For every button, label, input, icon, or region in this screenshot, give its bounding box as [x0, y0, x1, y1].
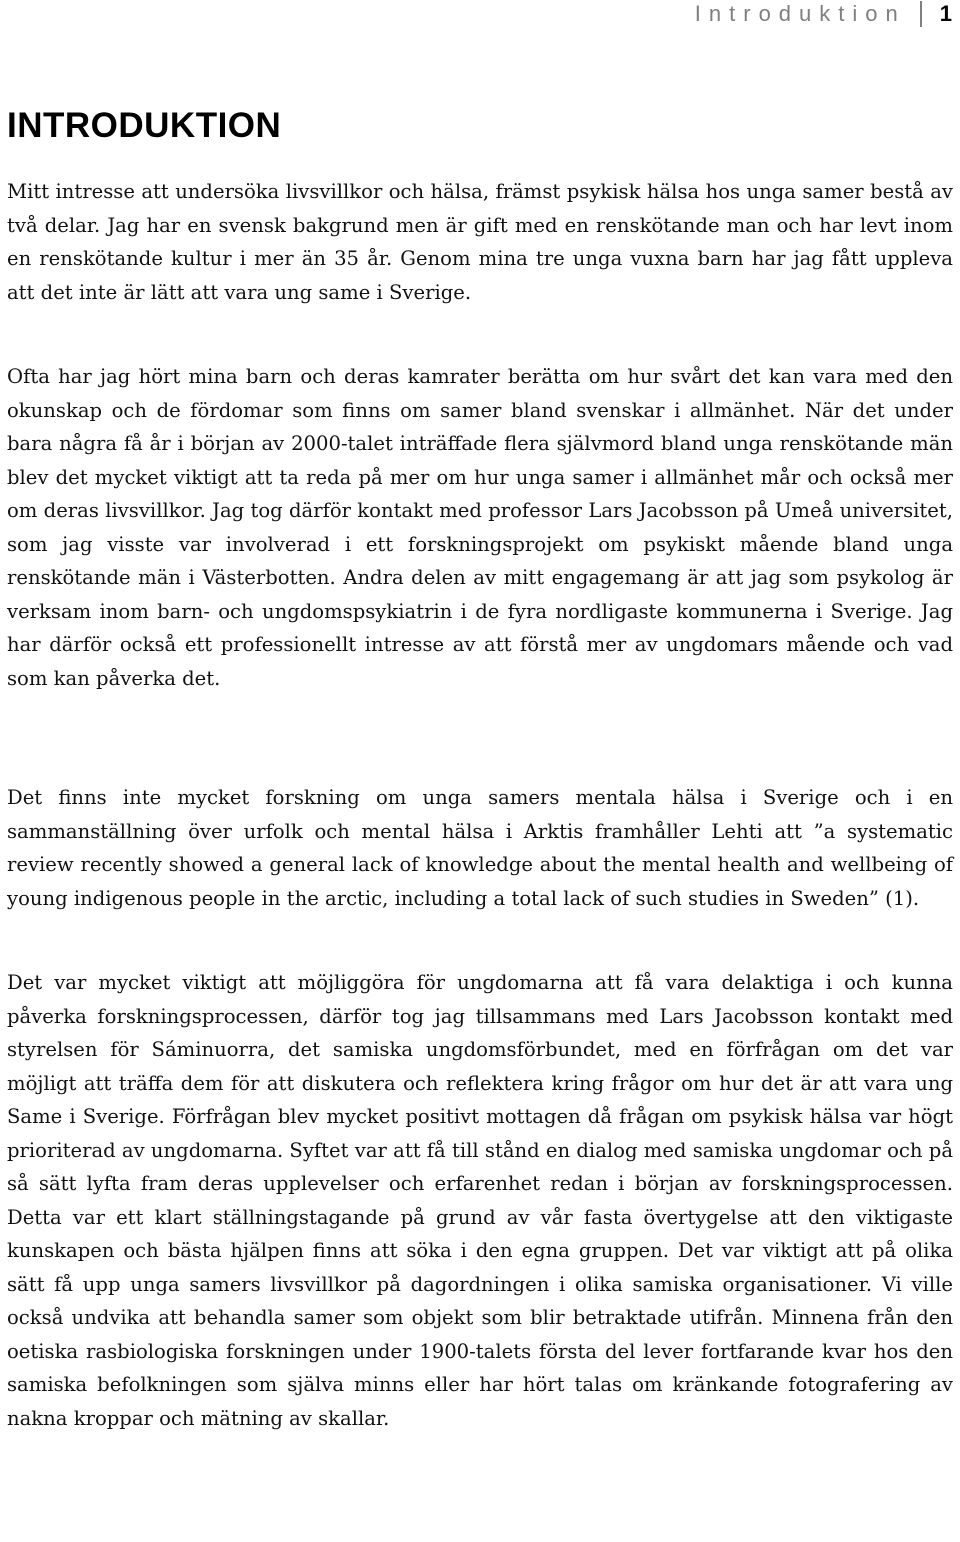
- page-number: 1: [939, 1, 952, 26]
- paragraph-1: Mitt intresse att undersöka livsvillkor och hälsa, främst psykisk hälsa hos unga samer bestå av två delar. Jag har en svensk bakgrund men är gift med en renskötande man och har levt inom en renskötande kultur i mer än 35 år. Genom mina tre unga vuxna barn har jag fått uppleva att det inte är lätt att vara ung same i Sverige.: [7, 180, 953, 304]
- paragraph-4: Det var mycket viktigt att möjliggöra för ungdomarna att få vara delaktiga i och kunna påverka forskningsprocessen, därför tog jag tillsammans med Lars Jacobsson kontakt med styrelsen för Sáminuorra, det samiska ungdomsförbundet, med en förfrågan om det var möjligt att träffa dem för att diskutera och reflektera kring frågor om hur det är att vara ung Same i Sverige. Förfrågan blev mycket positivt mottagen då frågan om psykisk hälsa var högt prioriterad av ungdomarna. Syftet var att få till stånd en dialog med samiska ungdomar och på så sätt lyfta fram deras upplevelser och erfarenhet redan i början av forskningsprocessen. Detta var ett klart ställningstagande på grund av vår fasta övertygelse att den viktigaste kunskapen och bästa hjälpen finns att söka i den egna gruppen. Det var viktigt att på olika sätt få upp unga samers livsvillkor på dagordningen i olika samiska organisationer. Vi ville också undvika att behandla samer som objekt som blir betraktade utifrån. Minnena från den oetiska rasbiologiska forskningen under 1900-talets första del lever fortfarande kvar hos den samiska befolkningen som själva minns eller har hört talas om kränkande fotografering av nakna kroppar och mätning av skallar.: [7, 971, 953, 1430]
- running-header: [695, 0, 952, 28]
- running-title: Introduktion: [694, 1, 906, 26]
- paragraph-2: Ofta har jag hört mina barn och deras kamrater berätta om hur svårt det kan vara med den okunskap och de fördomar som finns om samer bland svenskar i allmänhet. När det under bara några få år i början av 2000-talet inträffade flera självmord bland unga renskötande män blev det mycket viktigt att ta reda på mer om hur unga samer i allmänhet mår och också mer om deras livsvillkor. Jag tog därför kontakt med professor Lars Jacobsson på Umeå universitet, som jag visste var involverad i ett forskningsprojekt om psykiskt mående bland unga renskötande män i Västerbotten. Andra delen av mitt engagemang är att jag som psykolog är verksam inom barn- och ungdomspsykiatrin i de fyra nordligaste kommunerna i Sverige. Jag har därför också ett professionellt intresse av att förstå mer av ungdomars mående och vad som kan påverka det.: [7, 365, 953, 690]
- header-divider: [920, 1, 922, 27]
- page-title: INTRODUKTION: [7, 106, 282, 145]
- paragraph-3: Det finns inte mycket forskning om unga samers mentala hälsa i Sverige och i en sammanställning över urfolk och mental hälsa i Arktis framhåller Lehti att ”a systematic review recently showed a general lack of knowledge about the mental health and wellbeing of young indigenous people in the arctic, including a total lack of such studies in Sweden” (1).: [7, 786, 953, 910]
